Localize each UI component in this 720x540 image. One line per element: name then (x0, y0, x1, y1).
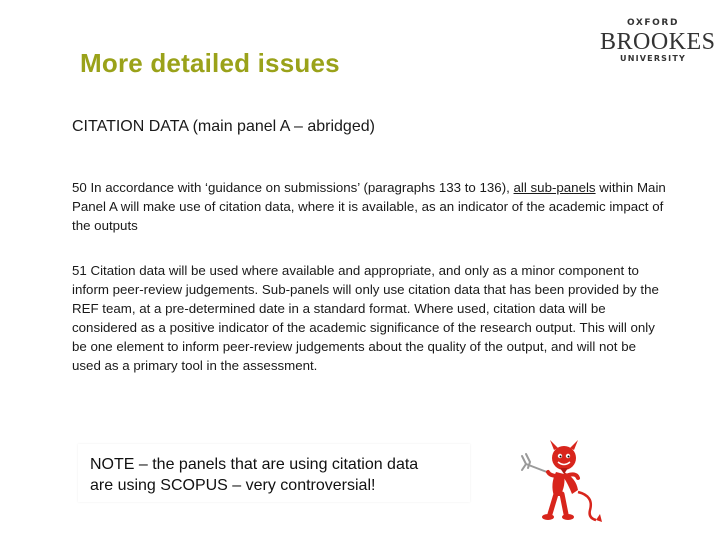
paragraph-50-after: within Main Panel A will make use of citation data, where it is available, as an indicator of the academic impact of the outputs (72, 180, 666, 233)
page-title: More detailed issues (80, 48, 340, 78)
devil-cartoon-icon (520, 430, 610, 526)
section-heading: CITATION DATA (main panel A – abridged) (72, 118, 375, 135)
paragraph-50-underlined: all sub-panels (513, 180, 596, 195)
devil-head (552, 446, 576, 470)
note-line-2: are using SCOPUS – very controversial! (90, 477, 376, 494)
note-text (90, 454, 470, 496)
devil-tail (578, 492, 596, 520)
paragraph-50 (72, 178, 668, 235)
paragraph-50-before: 50 In accordance with ‘guidance on submissions’ (paragraphs 133 to 136), (72, 180, 514, 195)
logo-line-university: UNIVERSITY (620, 54, 686, 63)
logo-line-brookes: BROOKES (600, 29, 716, 55)
paragraph-51: 51 Citation data will be used where available and appropriate, and only as a minor component to inform peer-review judgements. Sub-panels will only use citation data that has been provided by the REF team, at a pre-determined date in a standard format. Where used, citation data will be considered as a positive indicator of the academic significance of the research output. This will only be one element to inform peer-review judgements about the quality of the output, and will not be used as a primary tool in the assessment. (72, 263, 659, 373)
logo-line-oxford: OXFORD (626, 18, 680, 28)
note-line-1: NOTE – the panels that are using citation data (90, 456, 419, 473)
university-logo (600, 18, 716, 64)
